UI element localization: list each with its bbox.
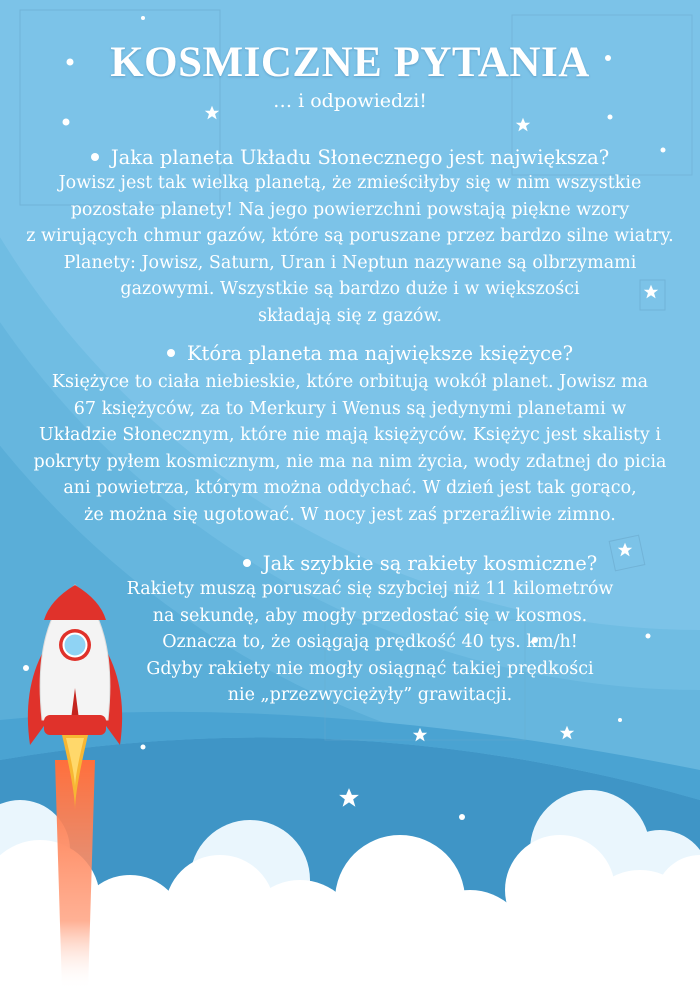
answer-line: Układzie Słonecznym, które nie mają księżyców. Księżyc jest skalisty i xyxy=(39,425,661,445)
star-dot xyxy=(618,718,622,722)
star-dot xyxy=(141,745,146,750)
bullet-icon xyxy=(243,559,251,567)
answer-line: że można się ugotować. W nocy jest zaś przeraźliwie zimno. xyxy=(84,504,616,525)
answer-line: Gdyby rakiety nie mogły osiągnąć takiej prędkości xyxy=(146,658,594,679)
answer-line: Księżyce to ciała niebieskie, które orbitują wokół planet. Jowisz ma xyxy=(51,372,649,392)
answer-line: Oznacza to, że osiągają prędkość 40 tys. km/h! xyxy=(162,632,578,652)
answer-line: gazowymi. Wszystkie są bardzo duże i w większości xyxy=(120,279,580,299)
question-1-text: Jaka planeta Układu Słonecznego jest największa? xyxy=(110,146,610,169)
answer-line: Jowisz jest tak wielką planetą, że zmieściłyby się w nim wszystkie xyxy=(58,173,642,193)
answer-line: pozostałe planety! Na jego powierzchni powstają piękne wzory xyxy=(70,199,630,220)
answer-line: z wirujących chmur gazów, które są poruszane przez bardzo silne wiatry. xyxy=(26,226,674,246)
answer-3 xyxy=(42,576,698,709)
page-subtitle: … i odpowiedzi! xyxy=(273,90,427,112)
star-dot xyxy=(63,119,70,126)
bullet-icon xyxy=(91,153,99,161)
answer-line: ani powietrza, którym można oddychać. W dzień jest tak gorąco, xyxy=(63,478,637,498)
star-dot xyxy=(141,16,145,20)
answer-line: nie „przezwyciężyły” grawitacji. xyxy=(227,685,513,705)
answer-1 xyxy=(0,170,700,329)
question-2 xyxy=(80,342,660,365)
star-dot xyxy=(23,665,29,671)
answer-line: Rakiety muszą poruszać się szybciej niż 11 kilometrów xyxy=(126,579,614,599)
answer-2 xyxy=(0,369,700,528)
star-dot xyxy=(608,115,613,120)
question-1 xyxy=(0,146,700,169)
page-title: KOSMICZNE PYTANIA xyxy=(110,39,590,86)
question-3-text: Jak szybkie są rakiety kosmiczne? xyxy=(262,552,598,575)
answer-line: Planety: Jowisz, Saturn, Uran i Neptun nazywane są olbrzymami xyxy=(63,252,637,273)
star-dot xyxy=(459,814,465,820)
answer-line: na sekundę, aby mogły przedostać się w kosmos. xyxy=(152,605,588,626)
question-3 xyxy=(140,552,700,575)
bullet-icon xyxy=(167,349,175,357)
answer-line: 67 księżyców, za to Merkury i Wenus są jedynymi planetami w xyxy=(73,398,627,419)
answer-line: pokryty pyłem kosmicznym, nie ma na nim życia, wody zdatnej do picia xyxy=(33,451,667,472)
answer-line: składają się z gazów. xyxy=(258,305,442,326)
question-2-text: Która planeta ma największe księżyce? xyxy=(186,342,574,365)
